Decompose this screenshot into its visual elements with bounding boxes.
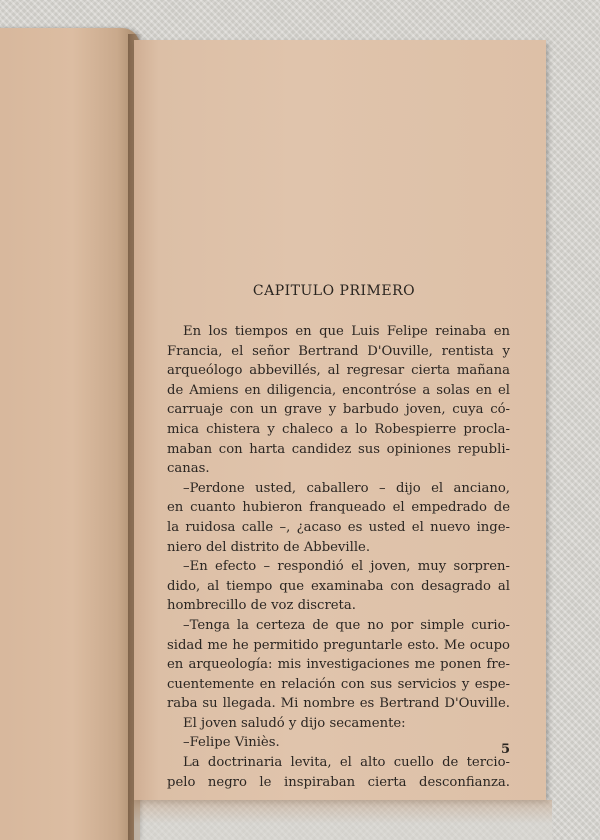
- page-edge: [134, 800, 552, 840]
- text-line: canas.: [167, 461, 210, 477]
- text-line: hombrecillo de voz discreta.: [167, 598, 356, 614]
- text-line: dido, al tiempo que examinaba con desagrado al: [167, 578, 510, 594]
- text-line: arqueólogo abbevillés, al regresar cierta mañana: [167, 363, 510, 379]
- text-line: pelo negro le inspiraban cierta desconfianza.: [167, 774, 510, 790]
- text-line: Francia, el señor Bertrand D'Ouville, rentista y: [167, 343, 510, 359]
- chapter-title: CAPITULO PRIMERO: [252, 283, 416, 299]
- text-line: en cuanto hubieron franqueado el empedrado de: [167, 500, 510, 516]
- text-line: carruaje con un grave y barbudo joven, cuya có-: [167, 402, 510, 418]
- text-line: en arqueología: mis investigaciones me ponen fre-: [167, 657, 510, 673]
- body-text: [167, 322, 510, 792]
- text-line: sidad me he permitido preguntarle esto. Me ocupo: [167, 637, 510, 653]
- text-line: En los tiempos en que Luis Felipe reinaba en: [183, 324, 510, 339]
- page-number: 5: [501, 742, 511, 757]
- text-line: –En efecto – respondió el joven, muy sorpren-: [183, 559, 510, 575]
- text-line: –Tenga la certeza de que no por simple curio-: [183, 617, 510, 633]
- text-line: –Felipe Viniès.: [183, 735, 280, 751]
- text-line: –Perdone usted, caballero – dijo el anciano,: [183, 480, 510, 496]
- text-line: la ruidosa calle –, ¿acaso es usted el nuevo inge-: [167, 519, 510, 535]
- text-line: El joven saludó y dijo secamente:: [183, 715, 406, 731]
- text-line: mica chistera y chaleco a lo Robespierre procla-: [167, 421, 510, 437]
- text-line: raba su llegada. Mi nombre es Bertrand D'Ouville.: [167, 696, 510, 712]
- text-line: maban con harta candidez sus opiniones republi-: [167, 441, 510, 457]
- left-page: [0, 28, 140, 840]
- text-line: de Amiens en diligencia, encontróse a solas en el: [167, 382, 510, 398]
- text-line: La doctrinaria levita, el alto cuello de tercio-: [183, 755, 510, 771]
- text-line: niero del distrito de Abbeville.: [167, 539, 371, 555]
- text-line: cuentemente en relación con sus servicios y espe-: [167, 676, 510, 692]
